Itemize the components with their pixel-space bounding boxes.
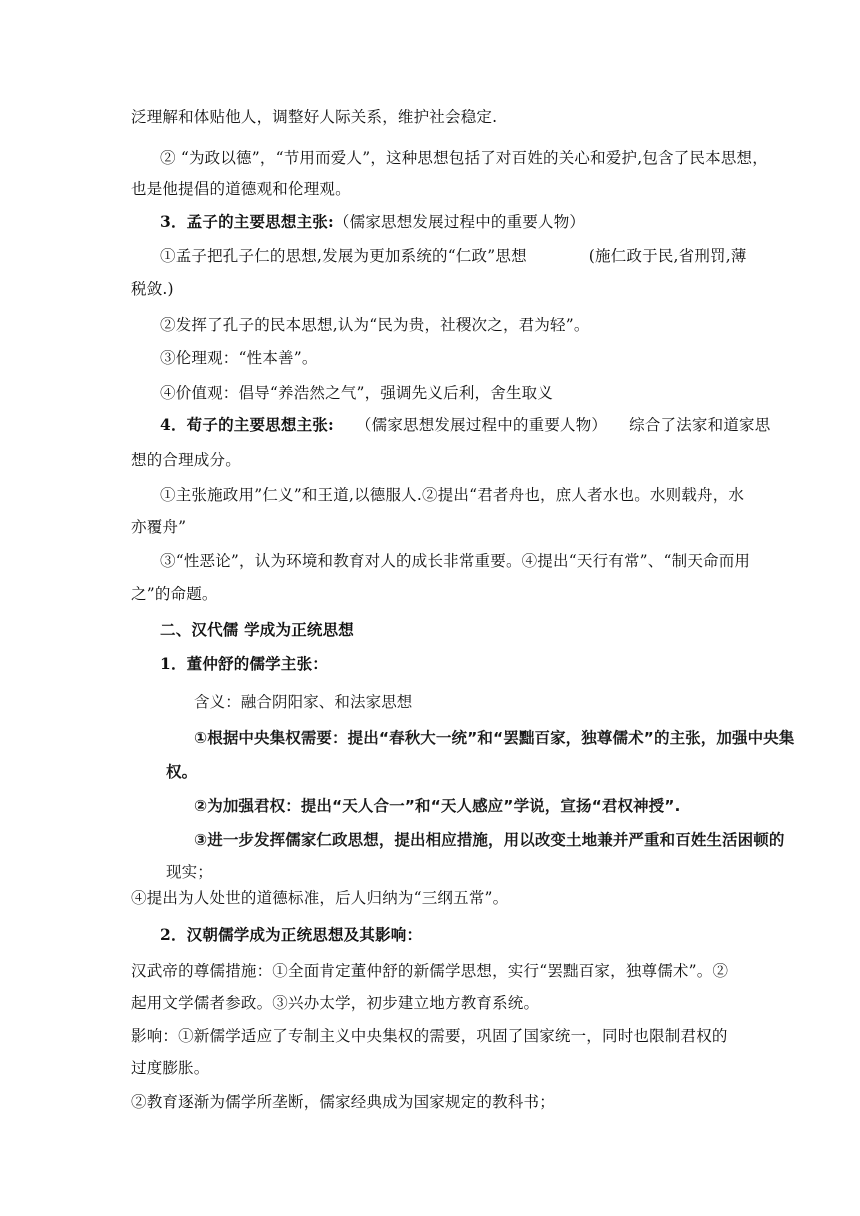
text-line: 过度膨胀。 (131, 1059, 210, 1077)
text-line: 税敛.) (131, 280, 174, 298)
text-line: 想的合理成分。 (131, 451, 241, 469)
subsection-heading-dong: 1．董仲舒的儒学主张： (160, 654, 328, 673)
text-line: 汉武帝的尊儒措施：①全面肯定董仲舒的新儒学思想，实行“罢黜百家，独尊儒术”。② (131, 962, 729, 980)
text-line: 亦覆舟” (131, 518, 187, 536)
text-line: ①主张施政用”仁义”和王道,以德服人.②提出“君者舟也，庶人者水也。水则载舟，水 (160, 486, 745, 504)
heading-note: （儒家思想发展过程中的重要人物） (333, 213, 586, 231)
text-line: ④提出为人处世的道德标准，后人归纳为“三纲五常”。 (131, 889, 509, 907)
text-line: ③进一步发挥儒家仁政思想，提出相应措施，用以改变土地兼并严重和百姓生活困顿的 (194, 831, 785, 849)
heading-note: （儒家思想发展过程中的重要人物） (355, 416, 608, 434)
text-line: ②教育逐渐为儒学所垄断，儒家经典成为国家规定的教科书； (131, 1093, 555, 1111)
text-line (160, 246, 747, 266)
text-segment: 综合了法家和道家思 (629, 416, 771, 434)
text-line: ②为加强君权：提出“天人合一”和“天人感应”学说，宣扬“君权神授”. (194, 797, 681, 815)
text-line: 起用文学儒者参政。③兴办太学，初步建立地方教育系统。 (131, 994, 540, 1012)
text-line: 权。 (166, 763, 198, 781)
section-heading-han: 二、汉代儒 学成为正统思想 (160, 620, 354, 639)
text-line: ①根据中央集权需要：提出“春秋大一统”和“罢黜百家，独尊儒术”的主张，加强中央集 (194, 729, 795, 747)
text-line: ② “为政以德”，“节用而爱人”，这种思想包括了对百姓的关心和爱护,包含了民本思想， (160, 149, 768, 167)
text-line: ②发挥了孔子的民本思想,认为“民为贵，社稷次之，君为轻”。 (160, 316, 590, 334)
text-line: ③“性恶论”，认为环境和教育对人的成长非常重要。④提出“天行有常”、“制天命而用 (160, 552, 751, 570)
text-line: 之”的命题。 (131, 585, 218, 603)
subsection-heading-han-effects: 2．汉朝儒学成为正统思想及其影响： (160, 925, 423, 944)
text-line: 影响：①新儒学适应了专制主义中央集权的需要，巩固了国家统一，同时也限制君权的 (131, 1027, 728, 1045)
heading-text: 4．荀子的主要思想主张: (160, 415, 334, 434)
text-segment: (施仁政于民,省刑罚,薄 (588, 247, 747, 265)
text-line: 也是他提倡的道德观和伦理观。 (131, 180, 351, 198)
text-line: ④价值观：倡导“养浩然之气”，强调先义后利，舍生取义 (160, 384, 554, 402)
text-line: 含义：融合阴阳家、和法家思想 (194, 693, 413, 711)
section-heading-xunzi (160, 415, 770, 435)
text-line: ③伦理观：“性本善”。 (160, 349, 318, 367)
text-segment: ①孟子把孔子仁的思想,发展为更加系统的“仁政”思想 (160, 247, 527, 265)
text-line: 泛理解和体贴他人，调整好人际关系，维护社会稳定. (131, 108, 498, 126)
text-line: 现实； (166, 863, 213, 881)
section-heading-mencius (160, 212, 585, 232)
heading-text: 3．孟子的主要思想主张: (160, 212, 334, 231)
